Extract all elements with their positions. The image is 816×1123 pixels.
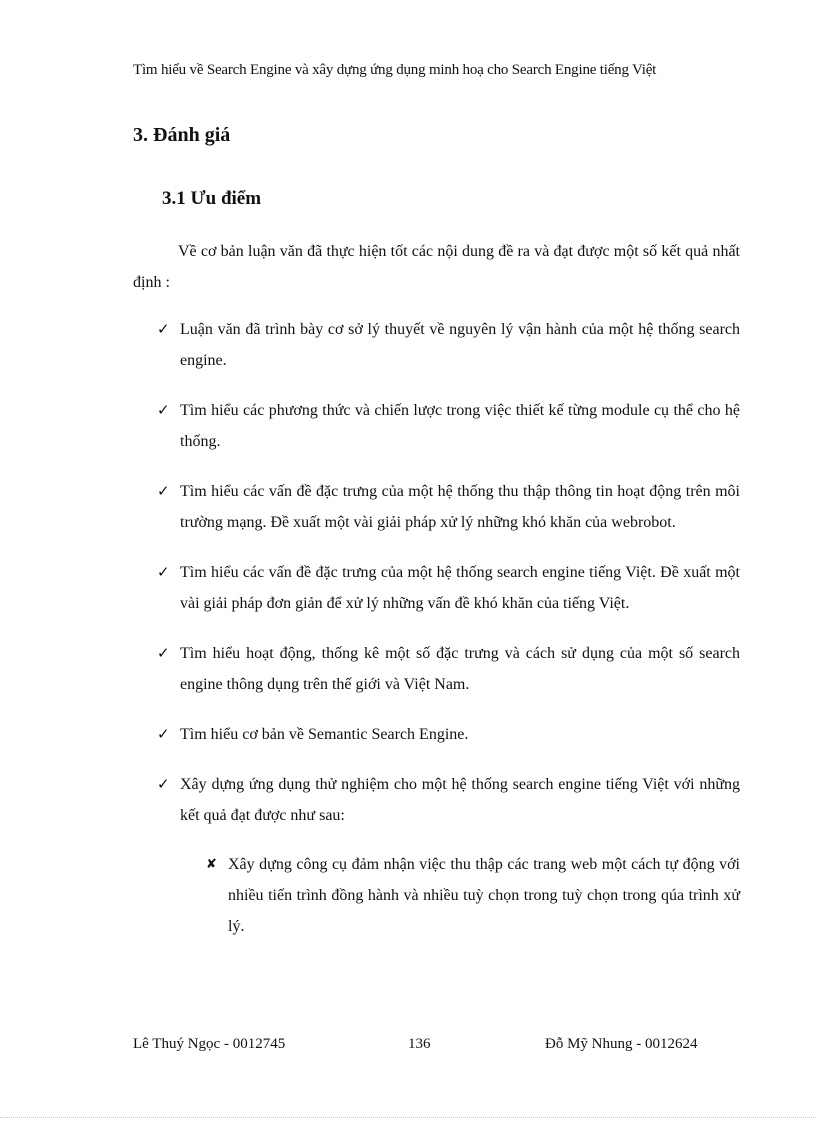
check-icon: ✓ xyxy=(157,563,170,581)
list-item-text: Tìm hiểu cơ bản về Semantic Search Engine. xyxy=(180,726,469,743)
list-item-text: Luận văn đã trình bày cơ sở lý thuyết về nguyên lý vận hành của một hệ thống search engine. xyxy=(180,321,740,369)
sub-list xyxy=(180,849,740,942)
sub-list-item-text: Xây dựng công cụ đảm nhận việc thu thập các trang web một cách tự động với nhiều tiến trình đồng hành và nhiều tuỳ chọn trong tuỳ chọn trong qúa trình xử lý. xyxy=(228,856,740,935)
check-icon: ✓ xyxy=(157,401,170,419)
list-item-text: Tìm hiểu các vấn đề đặc trưng của một hệ thống thu thập thông tin hoạt động trên môi trường mạng. Đề xuất một vài giải pháp xử lý những khó khăn của webrobot. xyxy=(180,483,740,531)
cross-icon: ✘ xyxy=(206,857,217,872)
list-item xyxy=(133,638,740,700)
page-divider xyxy=(0,1117,816,1118)
list-item xyxy=(133,769,740,942)
list-item-text: Tìm hiểu các phương thức và chiến lược trong việc thiết kế từng module cụ thể cho hệ thống. xyxy=(180,402,740,450)
list-item-text: Xây dựng ứng dụng thử nghiệm cho một hệ thống search engine tiếng Việt với những kết quả đạt được như sau: xyxy=(180,776,740,824)
footer-author-left: Lê Thuý Ngọc - 0012745 xyxy=(133,1036,286,1052)
running-header: Tìm hiểu về Search Engine và xây dựng ứng dụng minh hoạ cho Search Engine tiếng Việt xyxy=(133,62,657,78)
section-title: 3. Đánh giá xyxy=(133,124,231,146)
sub-list-item xyxy=(180,849,740,942)
check-icon: ✓ xyxy=(157,482,170,500)
subsection-title: 3.1 Ưu điểm xyxy=(162,188,262,209)
check-icon: ✓ xyxy=(157,644,170,662)
advantages-list xyxy=(133,314,740,961)
check-icon: ✓ xyxy=(157,725,170,743)
list-item xyxy=(133,557,740,619)
check-icon: ✓ xyxy=(157,775,170,793)
check-icon: ✓ xyxy=(157,320,170,338)
page-number: 136 xyxy=(408,1036,431,1052)
list-item xyxy=(133,476,740,538)
intro-paragraph: Về cơ bản luận văn đã thực hiện tốt các nội dung đề ra và đạt được một số kết quả nhất định : xyxy=(133,243,740,291)
list-item xyxy=(133,395,740,457)
list-item-text: Tìm hiểu các vấn đề đặc trưng của một hệ thống search engine tiếng Việt. Đề xuất một vài giải pháp đơn giản để xử lý những vấn đề khó khăn của tiếng Việt. xyxy=(180,564,740,612)
list-item xyxy=(133,314,740,376)
list-item xyxy=(133,719,740,750)
footer-author-right: Đỗ Mỹ Nhung - 0012624 xyxy=(545,1036,698,1052)
list-item-text: Tìm hiểu hoạt động, thống kê một số đặc trưng và cách sử dụng của một số search engine thông dụng trên thế giới và Việt Nam. xyxy=(180,645,740,693)
